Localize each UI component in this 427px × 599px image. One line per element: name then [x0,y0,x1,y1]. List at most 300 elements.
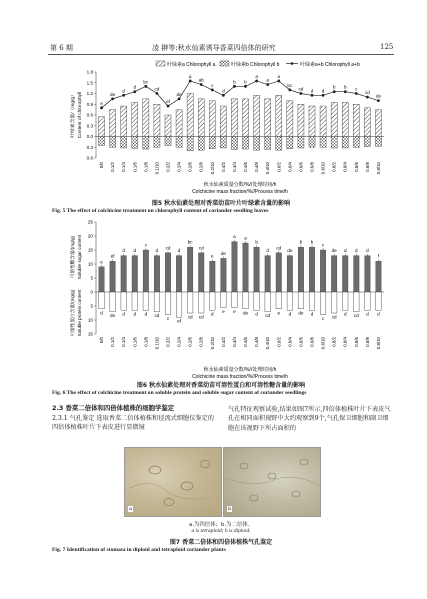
x-tick-label: 0.4/10 [265,337,271,350]
bar-chl-a [309,106,315,136]
bar-soluble-protein [198,292,204,313]
point-chl-ab [277,80,280,83]
y-tick-label-top: 0 [90,289,93,295]
bar-chl-b [375,137,381,147]
x-tick-label: 0.4/10 [265,162,271,175]
significance-letter: d [321,88,325,94]
bar-chl-b [353,137,359,148]
bar-chl-a [209,101,215,137]
bar-soluble-sugar [354,256,360,292]
bar-soluble-sugar [121,256,127,292]
x-tick-label: 0.2/2 [165,337,171,347]
significance-letter-sugar: d [355,248,358,254]
significance-letter-sugar: b [299,239,303,245]
significance-letter-protein: d [144,311,148,317]
significance-letter-sugar: d [366,248,369,254]
bar-soluble-protein [110,292,116,312]
significance-letter-sugar: d [122,248,125,254]
significance-letter-protein: d [288,311,292,317]
section-left-text: 2.3.1 气孔鉴定 选取香菜二倍体植株和径流式细胞仪鉴定的四倍体植株叶片下表皮进行显微镜 [52,415,214,432]
point-chl-ab [222,94,225,97]
y-tick-label-bottom: 10 [87,317,93,323]
y-tick-label-top: 25 [87,219,93,225]
point-chl-ab [111,97,114,100]
point-chl-ab [233,85,236,88]
legend-swatch-chl-b [220,61,229,66]
y-axis-label-bottom-cn: 可溶性蛋白含量/(mg/g) [70,289,75,337]
x-tick-label: 0.4/4 [231,337,237,347]
significance-letter: c [211,82,214,88]
significance-letter: d [310,88,314,94]
x-tick-label: 0.2/10 [209,162,215,175]
bar-chl-b [98,137,104,146]
significance-letter: cd [298,86,304,92]
bar-chl-a [132,102,138,136]
x-tick-label: 0.8/4 [342,162,348,172]
x-tick-label: 0.2/4 [176,162,182,172]
significance-letter: d [122,88,125,94]
significance-letter-protein: cd [187,314,193,320]
x-tick-label: 0.8/6 [353,337,359,347]
bar-chl-a [342,102,348,136]
bar-chl-a [165,115,171,137]
figure-7-note-en: a is tetraploid; b is diploid. [191,528,251,534]
bar-chl-a [298,104,304,136]
y-tick-label: 0.0 [86,134,93,140]
bar-chl-b [298,137,304,148]
bar-soluble-sugar [176,256,182,292]
bar-soluble-sugar [154,256,160,292]
y-tick-label: 0.9 [86,101,93,107]
significance-letter: a [188,73,192,79]
bar-soluble-protein [287,292,293,310]
bar-soluble-protein [132,292,138,310]
x-tick-label: 0/0 [99,162,105,169]
point-chl-ab [344,90,347,93]
figure-6-caption-en: Fig. 6 The effect of colchicine treatment on soluble protein and soluble sugar content of coriander seedlings [52,390,307,396]
y-tick-label-bottom: 15 [87,331,93,337]
significance-letter-sugar: e [100,259,103,265]
significance-letter-protein: c [166,315,170,321]
significance-letter-sugar: cd [198,245,204,251]
x-tick-label: 0.1/2 [110,162,116,172]
y-axis-label-bottom-en: Soluble protein content [77,289,82,337]
significance-letter-sugar: de [220,250,226,256]
significance-letter-sugar: de [287,248,293,254]
legend-swatch-chl-a [156,61,165,66]
issue-number: 第 6 期 [50,44,73,52]
photo-label-a: a [129,506,132,512]
significance-letter-protein: d [310,311,314,317]
x-tick-label: 0.4/6 [243,162,249,172]
point-chl-ab [322,94,325,97]
x-tick-label: 0.4/8 [254,337,260,347]
significance-letter-protein: ef [177,318,181,324]
x-tick-label: 0.6/6 [298,337,304,347]
bar-chl-b [364,137,370,147]
significance-letter-protein: d [377,311,380,317]
significance-letter: bc [287,82,293,88]
point-chl-ab [255,80,258,83]
bar-soluble-sugar [276,253,282,292]
significance-letter-protein: de [298,310,304,316]
significance-letter-protein: de [242,310,249,316]
significance-letter-protein: de [110,313,116,319]
significance-letter-sugar: c [321,242,325,248]
bar-chl-b [121,137,127,148]
y-tick-label-top: 5 [90,275,93,281]
significance-letter-sugar: b [310,239,314,245]
point-chl-ab [333,90,336,93]
x-tick-label: 0.4/2 [220,162,226,172]
point-chl-ab [355,92,358,95]
significance-letter-sugar: c [144,242,147,248]
bar-chl-b [132,137,138,149]
significance-letter: b [343,84,347,90]
bar-chl-b [320,137,326,148]
y-tick-label: 0.3 [86,123,93,129]
y-tick-label-top: 20 [87,233,93,239]
point-chl-ab [144,85,147,88]
bar-soluble-sugar [143,250,149,292]
bar-soluble-protein [376,292,382,310]
bar-soluble-sugar [298,247,304,292]
bar-soluble-sugar [110,261,116,292]
y-tick-label: 1.8 [86,69,93,75]
significance-letter: b [233,79,236,85]
x-tick-label: 0.8/2 [331,162,337,172]
bar-chl-b [242,137,248,150]
bar-chl-a [231,99,237,137]
significance-letter: de [110,91,116,97]
point-chl-ab [167,105,170,108]
section-heading: 2.3 香菜二倍体和四倍体植株的细胞学鉴定 [52,404,175,412]
significance-letter-sugar: ef [110,253,115,259]
x-tick-label: 0.4/2 [220,337,226,347]
x-axis-label-cn: 秋水仙素质量分数/%//处理时间/h [203,182,277,188]
legend-marker-chl-ab [291,62,294,65]
significance-letter-protein: d [100,310,103,316]
significance-letter-sugar: a [233,234,236,240]
bar-chl-a [287,101,293,137]
y-tick-label-top: 10 [87,261,93,267]
significance-letter: a [277,73,281,79]
significance-letter: a [255,73,258,79]
bar-soluble-sugar [243,243,249,292]
bar-chl-a [176,110,182,137]
significance-letter-sugar: e [211,253,214,259]
bar-soluble-sugar [320,250,326,292]
running-title: 凌 翀等:秋水仙素诱导香菜四倍体的研究 [152,44,276,52]
bar-chl-a [364,108,370,137]
bar-soluble-protein [210,292,216,310]
x-tick-label: 0.1/4 [121,162,127,172]
x-tick-label: 0.2/10 [209,337,215,350]
bar-chl-b [342,137,348,148]
bar-soluble-sugar [198,253,204,292]
bar-soluble-protein [342,292,348,310]
significance-letter-protein: d [122,311,125,317]
section-right-text: 气孔特征观察试验,结果如图7所示,四倍体植株叶片下表皮气孔在相同面积视野中大约观察到9个,气孔保卫细胞和副卫细胞在该视野下所占面积的 [228,406,391,432]
x-tick-label: 0.6/10 [320,337,326,350]
x-tick-label: 0.6/6 [298,162,304,172]
bar-chl-a [98,117,104,137]
significance-letter: d [133,84,137,90]
bar-chl-b [287,137,293,149]
significance-letter-protein: e [233,308,236,314]
x-tick-label: 0.2/6 [187,337,193,347]
bar-soluble-protein [99,292,105,309]
significance-letter-sugar: bc [187,239,193,245]
figure-5-caption-en: Fig. 5 The effect of colchicine treatment on chlorophyll content of coriander seedling leaves [52,208,269,214]
significance-letter: a [266,77,269,83]
bar-soluble-protein [176,292,182,317]
bar-chl-b [231,137,237,150]
significance-letter-sugar: d [266,248,269,254]
bar-soluble-sugar [221,258,227,292]
significance-letter-sugar: d [177,248,181,254]
x-tick-label: 0.1/8 [143,337,149,347]
bar-soluble-sugar [365,256,371,292]
x-tick-label: 0.1/4 [121,337,127,347]
y-axis-label-en: Content of chlorophyll [78,91,83,139]
significance-letter-protein: cd [198,314,204,320]
significance-letter: ab [198,77,204,83]
point-chl-ab [133,90,136,93]
bar-chl-a [220,106,226,136]
bar-soluble-protein [276,292,282,309]
significance-letter-sugar: cd [165,245,171,251]
significance-letter-sugar: b [255,239,258,245]
bar-chl-b [209,137,215,149]
x-tick-label: 0.6/8 [309,162,315,172]
x-tick-label: 0.1/10 [154,337,160,350]
point-chl-ab [156,92,159,95]
x-tick-label: 0.2/2 [165,162,171,172]
page-number: 125 [380,43,394,51]
significance-letter-sugar: f [377,253,380,259]
bar-soluble-sugar [99,267,105,292]
x-tick-label: 0.1/10 [154,162,160,175]
x-tick-label: 0.6/4 [287,337,293,347]
significance-letter: ef [166,99,170,105]
bar-chl-a [331,102,337,136]
x-tick-label: 0.8/10 [375,162,381,175]
bar-chl-b [187,137,193,151]
bar-soluble-protein [154,292,160,312]
bar-chl-a [254,95,260,136]
point-chl-ab [266,83,269,86]
bar-soluble-protein [331,292,337,313]
significance-letter-protein: cd [154,313,160,319]
bar-chl-a [143,99,149,137]
x-tick-label: 0.2/8 [198,162,204,172]
bar-chl-b [154,137,160,148]
significance-letter-protein: d [211,311,214,317]
point-chl-ab [244,85,247,88]
point-chl-ab [178,97,181,100]
bar-soluble-protein [165,292,171,314]
bar-chl-a [198,99,204,137]
significance-letter: b [332,84,336,90]
significance-letter-protein: d [133,311,137,317]
significance-letter-protein: d [255,311,258,317]
significance-letter-sugar: d [155,248,159,254]
x-tick-label: 0.1/2 [110,337,116,347]
x-tick-label: 0.4/6 [243,337,249,347]
bar-soluble-sugar [187,247,193,292]
y-tick-label: 0.6 [86,112,93,118]
bar-chl-b [110,137,116,148]
stomata-photo-diploid [223,447,321,517]
point-chl-ab [189,80,192,83]
significance-letter-protein: e [277,310,281,316]
bar-chl-b [309,137,315,148]
y-tick-label: 1.2 [86,91,93,97]
significance-letter-protein: d [343,311,347,317]
bar-chl-b [276,137,282,151]
figure-7-note-cn: a.为四倍体；b.为二倍体。 [188,522,254,528]
bar-chl-b [220,137,226,148]
x-tick-label: 0.8/10 [375,337,381,350]
bar-soluble-protein [143,292,149,310]
bar-chl-b [143,137,149,150]
figure-7-caption-en: Fig. 7 Identification of stomata in diploid and tetraploid coriander plants [52,547,226,553]
point-chl-ab [366,96,369,99]
bar-soluble-protein [298,292,304,309]
bar-soluble-protein [365,292,371,310]
significance-letter: d [222,88,225,94]
x-tick-label: 0.6/4 [287,162,293,172]
figure-6-caption-cn: 图6 秋水仙素处理对香菜幼苗可溶性蛋白和可溶性糖含量的影响 [136,382,306,389]
bar-chl-a [320,106,326,136]
figure-7-caption-cn: 图7 香菜二倍体和四倍体植株气孔鉴定 [169,539,273,546]
x-tick-label: 0/0 [99,337,105,344]
bar-chl-a [121,106,127,136]
significance-letter: e [100,100,103,106]
x-axis-label-en: Colchicine mass fraction/%//Process time/h [192,189,288,195]
bar-soluble-protein [121,292,127,310]
legend-label-chl-b: 叶绿素b Chlorophyll b [231,62,280,68]
bar-chl-b [165,137,171,146]
bar-soluble-sugar [287,256,293,292]
bar-soluble-protein [221,292,227,307]
bar-soluble-sugar [132,256,138,292]
bar-soluble-sugar [232,242,238,292]
bar-soluble-sugar [210,261,216,292]
x-tick-label: 0.6/8 [309,337,315,347]
bar-chl-a [187,94,193,137]
x-tick-label: 0.8/4 [342,337,348,347]
point-chl-ab [377,99,380,102]
y-tick-label: 0.3 [86,144,93,150]
bar-soluble-protein [354,292,360,312]
bar-chl-a [154,104,160,136]
x-tick-label: 0.4/8 [254,162,260,172]
bar-soluble-sugar [165,253,171,292]
significance-letter: de [375,93,382,99]
bar-chl-a [375,110,381,137]
point-chl-ab [200,83,203,86]
x-tick-label: 0.2/4 [176,337,182,347]
x-tick-label: 0.4/4 [231,162,237,172]
bar-soluble-protein [309,292,315,310]
bar-chl-a [353,104,359,136]
significance-letter-protein: cd [331,314,337,320]
y-tick-label-bottom: 5 [90,303,93,309]
significance-letter-protein: e [222,308,225,314]
significance-letter: bc [143,79,149,85]
significance-letter-sugar: de [331,248,337,254]
x-tick-label: 0.1/6 [132,162,138,172]
bar-chl-a [276,95,282,136]
x-tick-label: 0.8/8 [364,337,370,347]
significance-letter-sugar: cd [276,245,282,251]
significance-letter: b [244,79,247,85]
bar-soluble-sugar [254,247,260,292]
bar-soluble-protein [265,292,271,312]
x-axis-label-en: Colchicine mass fraction/%//Process time/h [192,374,288,380]
bar-soluble-sugar [265,256,271,292]
legend-label-chl-ab: 叶绿素a+b Chlorophyll a+b [300,62,360,68]
bar-chl-a [110,110,116,137]
bar-soluble-protein [320,292,326,314]
bar-chl-a [265,99,271,137]
header-rule [48,54,394,55]
x-tick-label: 0.6/2 [276,162,282,172]
y-axis-label-top-en: Soluble sugar content [77,234,82,280]
legend-label-chl-a: 叶绿素a Chlorophyll a [167,62,216,68]
bar-chl-a [242,99,248,137]
significance-letter-sugar: d [133,248,137,254]
bar-chl-b [331,137,337,148]
significance-letter-protein: d [366,311,369,317]
x-tick-label: 0.8/8 [364,162,370,172]
x-tick-label: 0.8/6 [353,162,359,172]
bar-soluble-sugar [309,247,315,292]
y-axis-label-cn: 叶绿素含量/（mg/g） [71,92,76,138]
y-tick-label: 1.5 [86,80,93,86]
x-tick-label: 0.8/2 [331,337,337,347]
bar-soluble-protein [232,292,238,307]
x-axis-label-cn: 秋水仙素质量分数/%//处理时间/h [203,367,277,373]
y-axis-label-top-cn: 可溶性糖含量/(mg/g) [70,235,75,279]
figure-6-chart [48,216,394,382]
y-tick-label-top: 15 [87,247,93,253]
stomata-photo-tetraploid [124,447,222,517]
significance-letter: de [176,91,182,97]
x-tick-label: 0.2/6 [187,162,193,172]
bar-soluble-sugar [331,256,337,292]
bar-chl-b [254,137,260,151]
point-chl-ab [288,89,291,92]
bar-soluble-protein [243,292,249,309]
figure-5-chart [48,58,394,196]
bar-chl-b [198,137,204,151]
significance-letter-protein: cd [265,313,271,319]
bar-soluble-sugar [376,261,382,292]
x-tick-label: 0.6/2 [276,337,282,347]
significance-letter-protein: c [321,315,325,321]
bar-soluble-protein [254,292,260,310]
point-chl-ab [311,94,314,97]
x-tick-label: 0.6/10 [320,162,326,175]
significance-letter-protein: cd [353,313,359,319]
bar-soluble-protein [187,292,193,313]
point-chl-ab [211,89,214,92]
figure-5-caption-cn: 图5 秋水仙素处理对香菜幼苗叶片叶绿素含量的影响 [151,200,291,207]
point-chl-ab [300,92,303,95]
